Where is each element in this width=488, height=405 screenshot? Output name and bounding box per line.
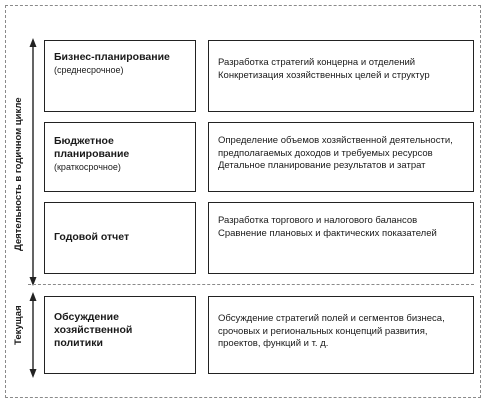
policy-discussion-details [208, 296, 474, 374]
row-subtitle: (среднесрочное) [54, 65, 124, 75]
detail-line: Разработка торгового и налогового балансов [218, 215, 418, 226]
ongoing-arrow [30, 292, 37, 378]
budget-planning-details [208, 122, 474, 192]
business-planning-box [44, 40, 196, 112]
detail-line: Сравнение плановых и фактических показателей [218, 227, 437, 239]
section-divider [28, 284, 474, 285]
policy-discussion-box [44, 296, 196, 374]
business-planning-details [208, 40, 474, 112]
detail-line: Определение объемов хозяйственной деятельности, [218, 135, 453, 146]
detail-line: Разработка стратегий концерна и отделений [218, 57, 416, 68]
detail-line: проектов, функций и т. д. [218, 338, 329, 349]
detail-line: Конкретизация хозяйственных целей и структур [218, 69, 430, 81]
annual-report-details [208, 202, 474, 274]
ongoing-label: Текущая [13, 305, 24, 345]
row-title: Обсуждение хозяйственной политики [54, 311, 133, 349]
row-title: Бюджетное планирование [54, 135, 130, 160]
detail-line: Обсуждение стратегий полей и сегментов бизнеса, [218, 313, 445, 324]
row-title: Бизнес-планирование [54, 51, 170, 63]
detail-line: предполагаемых доходов и требуемых ресурсов [218, 147, 433, 159]
budget-planning-box [44, 122, 196, 192]
annual-report-box [44, 202, 196, 274]
annual-cycle-arrow [30, 38, 37, 286]
row-title: Годовой отчет [54, 231, 130, 243]
row-subtitle: (краткосрочное) [54, 162, 121, 172]
annual-cycle-label: Деятельность в годичном цикле [13, 97, 24, 251]
detail-line: Детальное планирование результатов и затрат [218, 160, 426, 171]
detail-line: срочовых и региональных концепций развития, [218, 325, 428, 337]
